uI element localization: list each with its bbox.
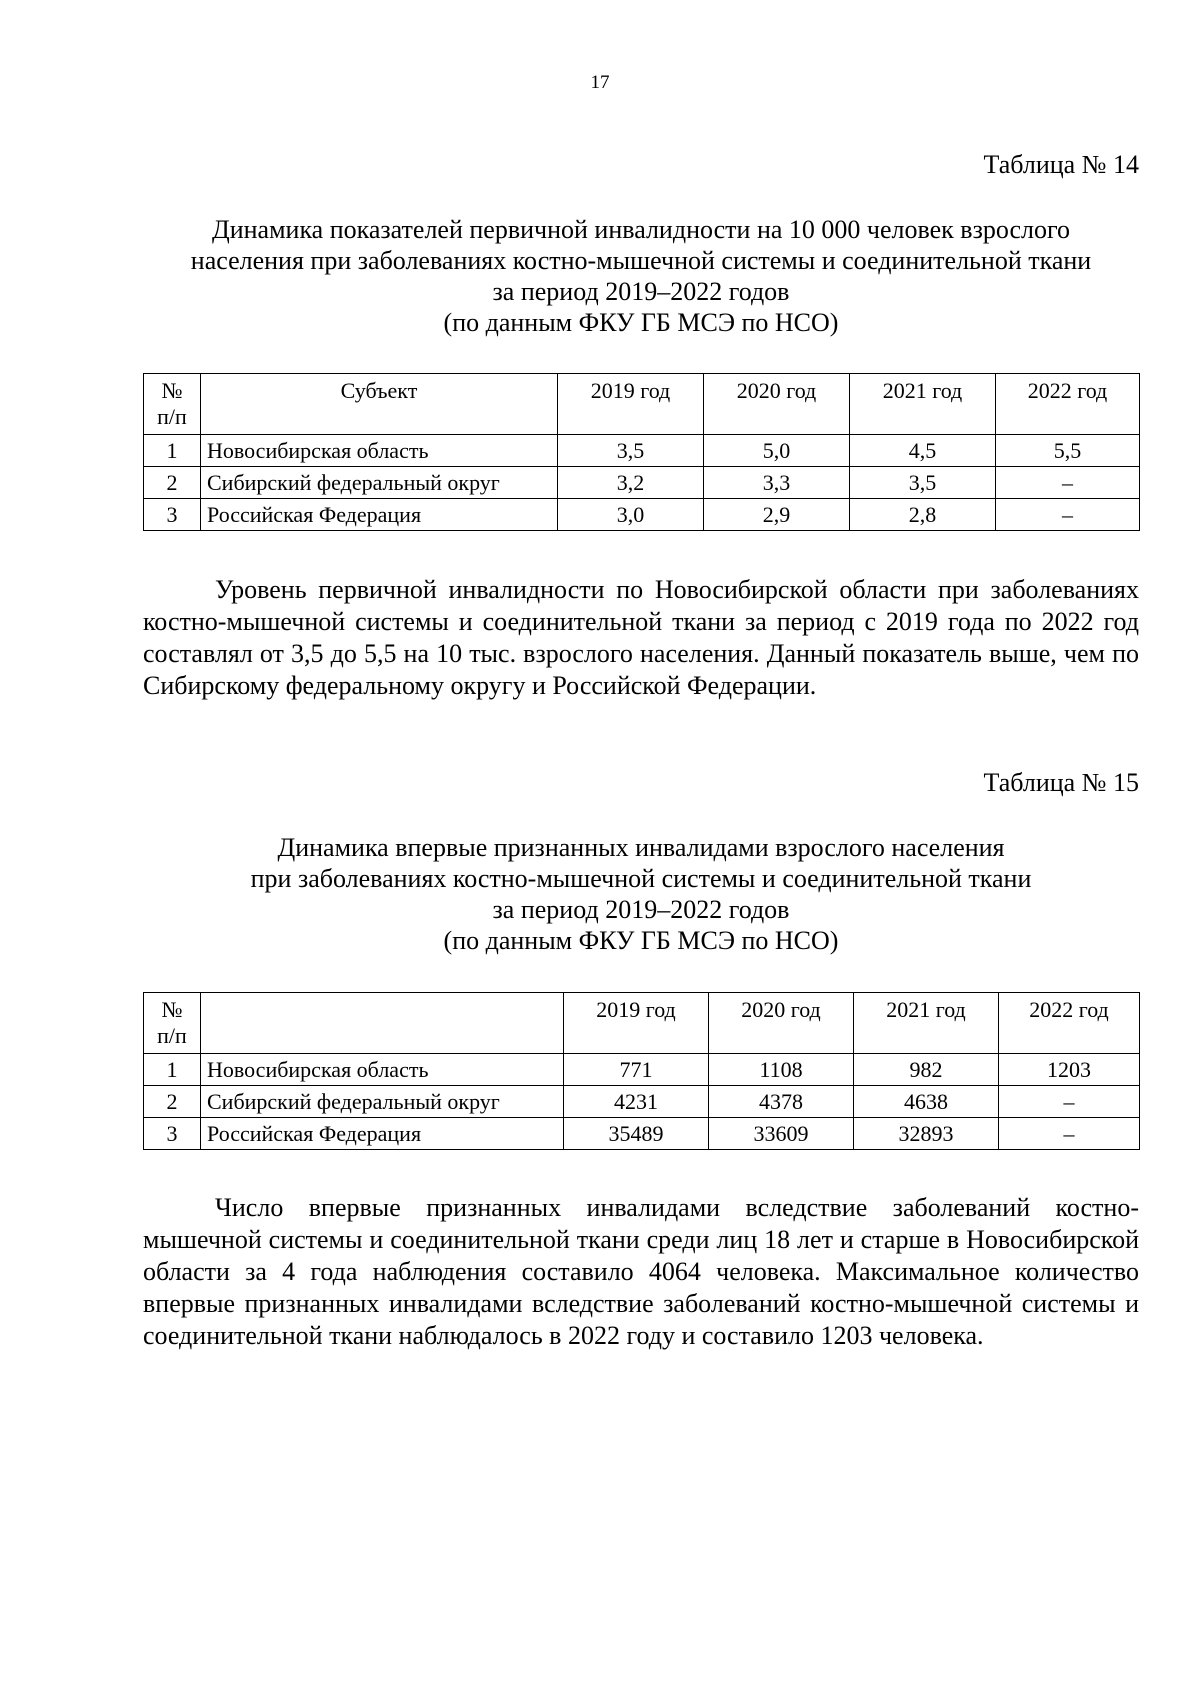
row-value: 4378 (709, 1086, 854, 1118)
row-value: 3,2 (558, 467, 704, 499)
table-15 (143, 992, 1140, 1150)
page-number: 17 (590, 72, 610, 93)
row-value: 35489 (564, 1118, 709, 1150)
row-number: 2 (144, 1086, 201, 1118)
header-year: 2021 год (854, 993, 999, 1054)
header-year: 2019 год (558, 374, 704, 435)
header-number (144, 993, 201, 1054)
row-value: 771 (564, 1054, 709, 1086)
row-value: 1108 (709, 1054, 854, 1086)
row-number: 3 (144, 1118, 201, 1150)
row-subject: Российская Федерация (201, 1118, 564, 1150)
header-number (144, 374, 201, 435)
table-14-caption (143, 214, 1139, 338)
row-value: 1203 (999, 1054, 1140, 1086)
header-year: 2022 год (996, 374, 1140, 435)
row-value: – (996, 467, 1140, 499)
row-value: 3,5 (558, 435, 704, 467)
row-subject: Сибирский федеральный округ (201, 1086, 564, 1118)
header-number-pp: п/п (157, 1023, 187, 1048)
caption-line: (по данным ФКУ ГБ МСЭ по НСО) (443, 926, 839, 955)
table-row (144, 467, 1140, 499)
header-subject: Субъект (201, 374, 558, 435)
row-number: 2 (144, 467, 201, 499)
caption-line: за период 2019–2022 годов (492, 895, 790, 924)
row-number: 3 (144, 499, 201, 531)
table-14-label: Таблица № 14 (983, 150, 1139, 179)
caption-line: при заболеваниях костно-мышечной системы и соединительной ткани (250, 864, 1032, 893)
header-year: 2021 год (850, 374, 996, 435)
row-value: 32893 (854, 1118, 999, 1150)
table-15-label: Таблица № 15 (983, 768, 1139, 797)
row-value: 3,5 (850, 467, 996, 499)
row-value: 33609 (709, 1118, 854, 1150)
header-year: 2020 год (709, 993, 854, 1054)
row-subject: Российская Федерация (201, 499, 558, 531)
row-value: 5,5 (996, 435, 1140, 467)
header-number-pp: п/п (157, 404, 187, 429)
row-value: 3,3 (704, 467, 850, 499)
row-value: 2,8 (850, 499, 996, 531)
table-row (144, 435, 1140, 467)
row-value: 2,9 (704, 499, 850, 531)
table-row (144, 1118, 1140, 1150)
caption-line: за период 2019–2022 годов (492, 277, 790, 306)
row-value: 4231 (564, 1086, 709, 1118)
header-year: 2022 год (999, 993, 1140, 1054)
row-value: 4,5 (850, 435, 996, 467)
header-number-symbol: № (161, 997, 183, 1022)
row-value: 3,0 (558, 499, 704, 531)
row-subject: Новосибирская область (201, 1054, 564, 1086)
paragraph-1: Уровень первичной инвалидности по Новосибирской области при заболеваниях костно-мышечной системы и соединительной ткани за период с 2019 года по 2022 год составлял от 3,5 до 5,5 на 10 тыс. взрослого населения. Данный показатель выше, чем по Сибирскому федеральному округу и Российской Федерации. (143, 575, 1139, 700)
header-year: 2019 год (564, 993, 709, 1054)
table-row (144, 1086, 1140, 1118)
header-year: 2020 год (704, 374, 850, 435)
caption-line: (по данным ФКУ ГБ МСЭ по НСО) (443, 308, 839, 337)
table-row (144, 499, 1140, 531)
header-subject (201, 993, 564, 1054)
row-value: – (996, 499, 1140, 531)
row-value: 4638 (854, 1086, 999, 1118)
table-header-row (144, 374, 1140, 435)
table-row (144, 1054, 1140, 1086)
row-number: 1 (144, 1054, 201, 1086)
row-subject: Сибирский федеральный округ (201, 467, 558, 499)
table-header-row (144, 993, 1140, 1054)
header-number-symbol: № (161, 378, 183, 403)
caption-line: населения при заболеваниях костно-мышечной системы и соединительной ткани (190, 246, 1092, 275)
row-number: 1 (144, 435, 201, 467)
table-15-caption (143, 832, 1139, 956)
row-subject: Новосибирская область (201, 435, 558, 467)
caption-line: Динамика показателей первичной инвалидности на 10 000 человек взрослого (211, 215, 1071, 244)
row-value: 5,0 (704, 435, 850, 467)
paragraph-2: Число впервые признанных инвалидами вследствие заболеваний костно-мышечной системы и соединительной ткани среди лиц 18 лет и старше в Новосибирской области за 4 года наблюдения составило 4064 человека. Максимальное количество впервые признанных инвалидами вследствие заболеваний костно-мышечной системы и соединительной ткани наблюдалось в 2022 году и составило 1203 человека. (143, 1193, 1139, 1350)
row-value: – (999, 1086, 1140, 1118)
row-value: 982 (854, 1054, 999, 1086)
caption-line: Динамика впервые признанных инвалидами взрослого населения (277, 833, 1005, 862)
row-value: – (999, 1118, 1140, 1150)
table-14 (143, 373, 1140, 531)
